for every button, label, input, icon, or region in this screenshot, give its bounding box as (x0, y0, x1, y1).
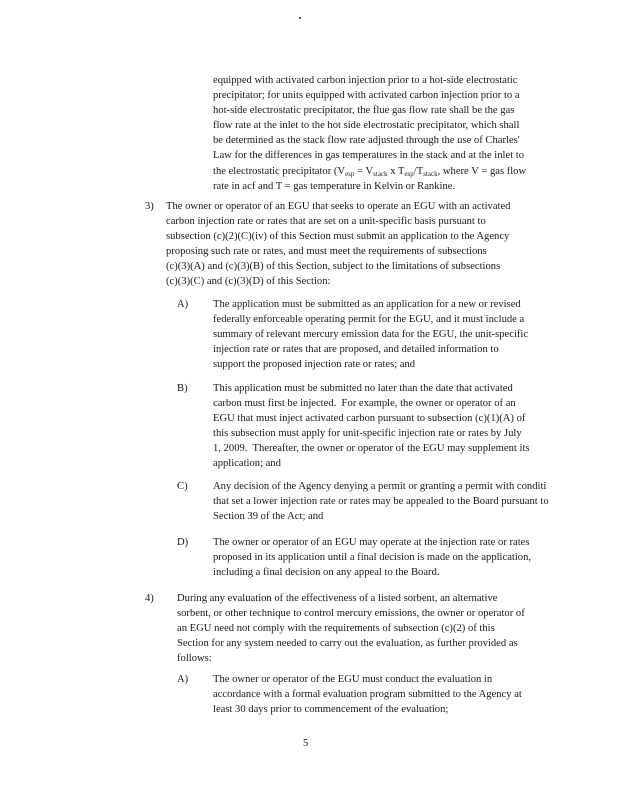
formula-line: the electrostatic precipitator ($V_{esp} = V_{stack}$ x $T_{esp}/T_{stack}$, where V = gas flow (213, 165, 527, 178)
continuation-line-5: be determined as the stack flow rate adjusted through the use of Charles' (213, 135, 520, 147)
item-3c-paragraph: Any decision of the Agency denying a permit or granting a permit with conditi that set a lower injection rate or rates may be appealed to the Board pursuant to Section 39 of the Act; and (213, 481, 549, 523)
item-3-marker: 3) (145, 201, 154, 212)
item-4-marker: 4) (145, 593, 154, 604)
item-3d-marker: D) (177, 537, 189, 548)
item-4a-marker: A) (177, 674, 189, 685)
continuation-line-4: flow rate at the inlet to the hot side electrostatic precipitator, which shall (213, 120, 520, 132)
continuation-line-2: precipitator; for units equipped with activated carbon injection prior to a (213, 90, 520, 102)
continuation-line-6: Law for the differences in gas temperatures in the stack and at the inlet to (213, 150, 525, 162)
continuation-line-3: hot-side electrostatic precipitator, the flue gas flow rate shall be the gas (213, 105, 515, 117)
item-3a-paragraph: The application must be submitted as an application for a new or revised federally enforceable operating permit for the EGU, and it must include a summary of relevant mercury emission data for the EGU, the unit-specific injection rate or rates that are proposed, and detailed information to support the proposed injection rate or rates; and (213, 299, 529, 371)
item-3d-paragraph: The owner or operator of an EGU may operate at the injection rate or rates proposed in its application until a final decision is made on the application, including a final decision on any appeal to the Board. (213, 537, 532, 579)
item-3b-paragraph: This application must be submitted no later than the date that activated carbon must first be injected. For example, the owner or operator of an EGU that must inject activated carbon pursuant to subsection (c)(1)(A) of this subsection must apply for unit-specific injection rate or rates by July 1, 2009. Thereafter, the owner or operator of the EGU may supplement its application; and (213, 383, 530, 470)
page-number: 5 (303, 738, 309, 749)
item-4-paragraph: During any evaluation of the effectiveness of a listed sorbent, an alternative sorbent, or other technique to control mercury emissions, the owner or operator of an EGU need not comply with the requirements of subsection (c)(2) of this Section for any system needed to carry out the evaluation, as further provided as follows: (177, 593, 525, 665)
item-3-paragraph: The owner or operator of an EGU that seeks to operate an EGU with an activated carbon injection rate or rates that are set on a unit-specific basis pursuant to subsection (c)(2)(C)(iv) of this Section must submit an application to the Agency proposing such rate or rates, and must meet the requirements of subsections (c)(3)(A) and (c)(3)(B) of this Section, subject to the limitations of subsections (c)(3)(C) and (c)(3)(D) of this Section: (166, 201, 511, 288)
continuation-last-line: rate in acf and T = gas temperature in Kelvin or Rankine. (213, 180, 456, 192)
continuation-paragraph (213, 73, 593, 194)
item-3a-marker: A) (177, 299, 189, 310)
item-3b-marker: B) (177, 383, 188, 394)
item-4a-paragraph: The owner or operator of the EGU must conduct the evaluation in accordance with a formal evaluation program submitted to the Agency at least 30 days prior to commencement of the evaluation; (213, 674, 522, 716)
continuation-line-1: equipped with activated carbon injection prior to a hot-side electrostatic (213, 75, 518, 86)
page-mark (299, 17, 301, 19)
item-3c-marker: C) (177, 481, 188, 492)
